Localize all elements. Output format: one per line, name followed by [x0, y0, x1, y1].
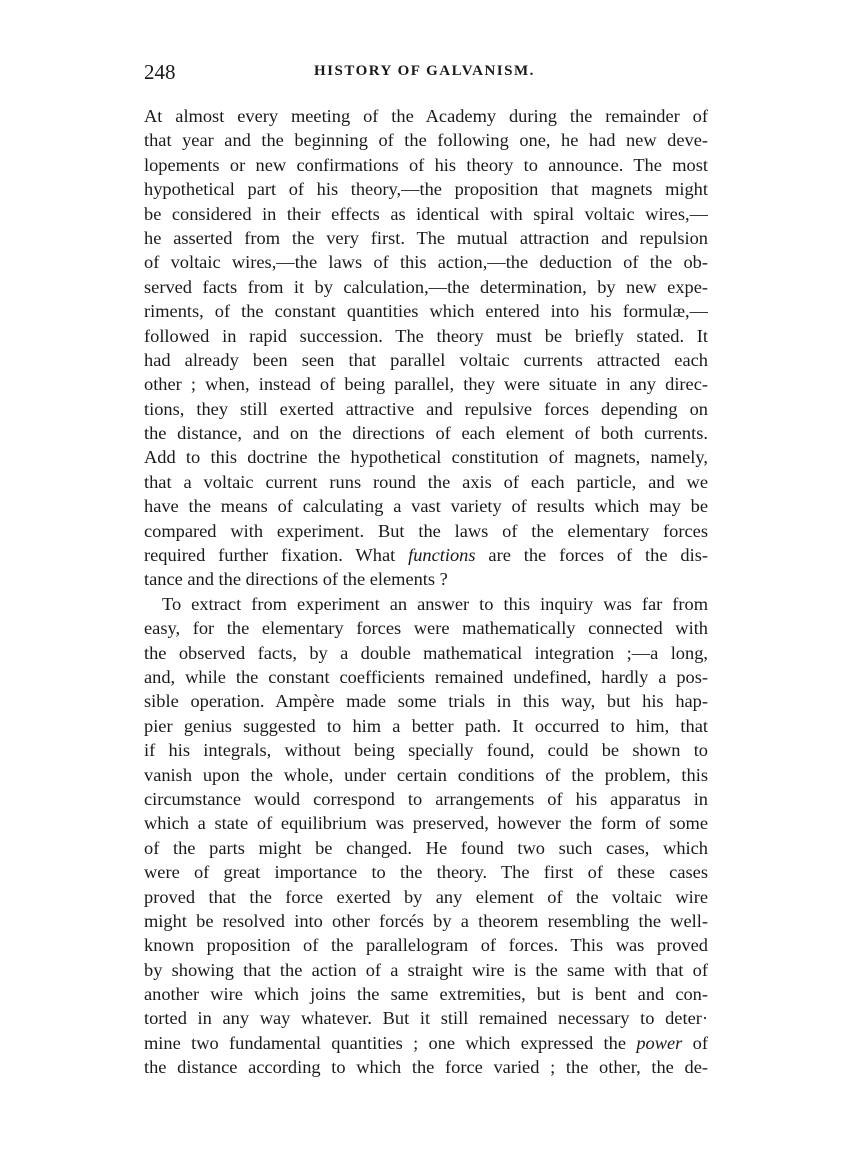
italic-word: power [636, 1032, 683, 1053]
text-line: of the parts might be changed. He found two such cases, which [144, 837, 708, 858]
running-title: HISTORY OF GALVANISM. [314, 63, 535, 79]
book-page [144, 60, 708, 1080]
text-line: easy, for the elementary forces were mathematically connected with [144, 618, 708, 639]
text-line: might be resolved into other forcés by a theorem resembling the well- [144, 910, 708, 931]
text-line: that a voltaic current runs round the axis of each particle, and we [144, 471, 708, 492]
page-number: 248 [144, 60, 176, 84]
text-line: tance and the directions of the elements ? [144, 569, 448, 590]
text-line: tions, they still exerted attractive and repulsive forces depending on [144, 398, 708, 419]
text-line: and, while the constant coefficients remained undefined, hardly a pos- [144, 666, 708, 687]
text-line: the distance, and on the directions of each element of both currents. [144, 423, 708, 444]
text-line-with-italic [144, 543, 708, 567]
text-line: sible operation. Ampère made some trials in this way, but his hap- [144, 691, 708, 712]
text-line: the distance according to which the force varied ; the other, the de- [144, 1057, 708, 1078]
text-segment: mine two fundamental quantities ; one which expressed the [144, 1032, 626, 1053]
text-line: followed in rapid succession. The theory must be briefly stated. It [144, 325, 708, 346]
text-line: the observed facts, by a double mathematical integration ;—a long, [144, 642, 708, 663]
text-line: At almost every meeting of the Academy during the remainder of [144, 106, 708, 126]
text-line: of voltaic wires,—the laws of this action,—the deduction of the ob- [144, 252, 708, 273]
text-line-with-italic [144, 1031, 708, 1055]
paragraph-1 [144, 104, 708, 592]
paragraph-2 [144, 592, 708, 1080]
text-line: which a state of equilibrium was preserved, however the form of some [144, 813, 708, 834]
text-line: other ; when, instead of being parallel, they were situate in any direc- [144, 374, 708, 395]
text-line: pier genius suggested to him a better path. It occurred to him, that [144, 715, 708, 736]
text-line: by showing that the action of a straight wire is the same with that of [144, 959, 708, 980]
body-text [144, 104, 708, 1080]
text-line: known proposition of the parallelogram of forces. This was proved [144, 935, 708, 956]
text-line: have the means of calculating a vast variety of results which may be [144, 496, 708, 517]
text-line: were of great importance to the theory. The first of these cases [144, 862, 708, 883]
text-segment: are the forces of the dis- [488, 545, 708, 566]
text-line: vanish upon the whole, under certain conditions of the problem, this [144, 764, 708, 785]
text-line: hypothetical part of his theory,—the proposition that magnets might [144, 179, 708, 200]
text-line: served facts from it by calculation,—the determination, by new expe- [144, 276, 708, 297]
text-line: had already been seen that parallel voltaic currents attracted each [144, 349, 708, 370]
text-segment: of [692, 1032, 708, 1053]
text-line: To extract from experiment an answer to this inquiry was far from [162, 593, 708, 614]
text-line: he asserted from the very first. The mutual attraction and repulsion [144, 227, 708, 248]
text-line: riments, of the constant quantities which entered into his formulæ,— [144, 301, 708, 322]
text-line: be considered in their effects as identical with spiral voltaic wires,— [144, 203, 708, 224]
running-head [144, 60, 708, 94]
text-segment: required further fixation. What [144, 545, 396, 566]
text-line: Add to this doctrine the hypothetical constitution of magnets, namely, [144, 447, 708, 468]
text-line: compared with experiment. But the laws of the elementary forces [144, 520, 708, 541]
text-line: if his integrals, without being specially found, could be shown to [144, 740, 708, 761]
text-line: torted in any way whatever. But it still remained necessary to deter· [144, 1008, 708, 1029]
text-line: that year and the beginning of the following one, he had new deve- [144, 130, 708, 151]
text-line: proved that the force exerted by any element of the voltaic wire [144, 886, 708, 907]
text-line: lopements or new confirmations of his theory to announce. The most [144, 154, 708, 175]
text-line: another wire which joins the same extremities, but is bent and con- [144, 984, 708, 1005]
italic-word: functions [408, 545, 476, 566]
text-line: circumstance would correspond to arrangements of his apparatus in [144, 788, 708, 809]
